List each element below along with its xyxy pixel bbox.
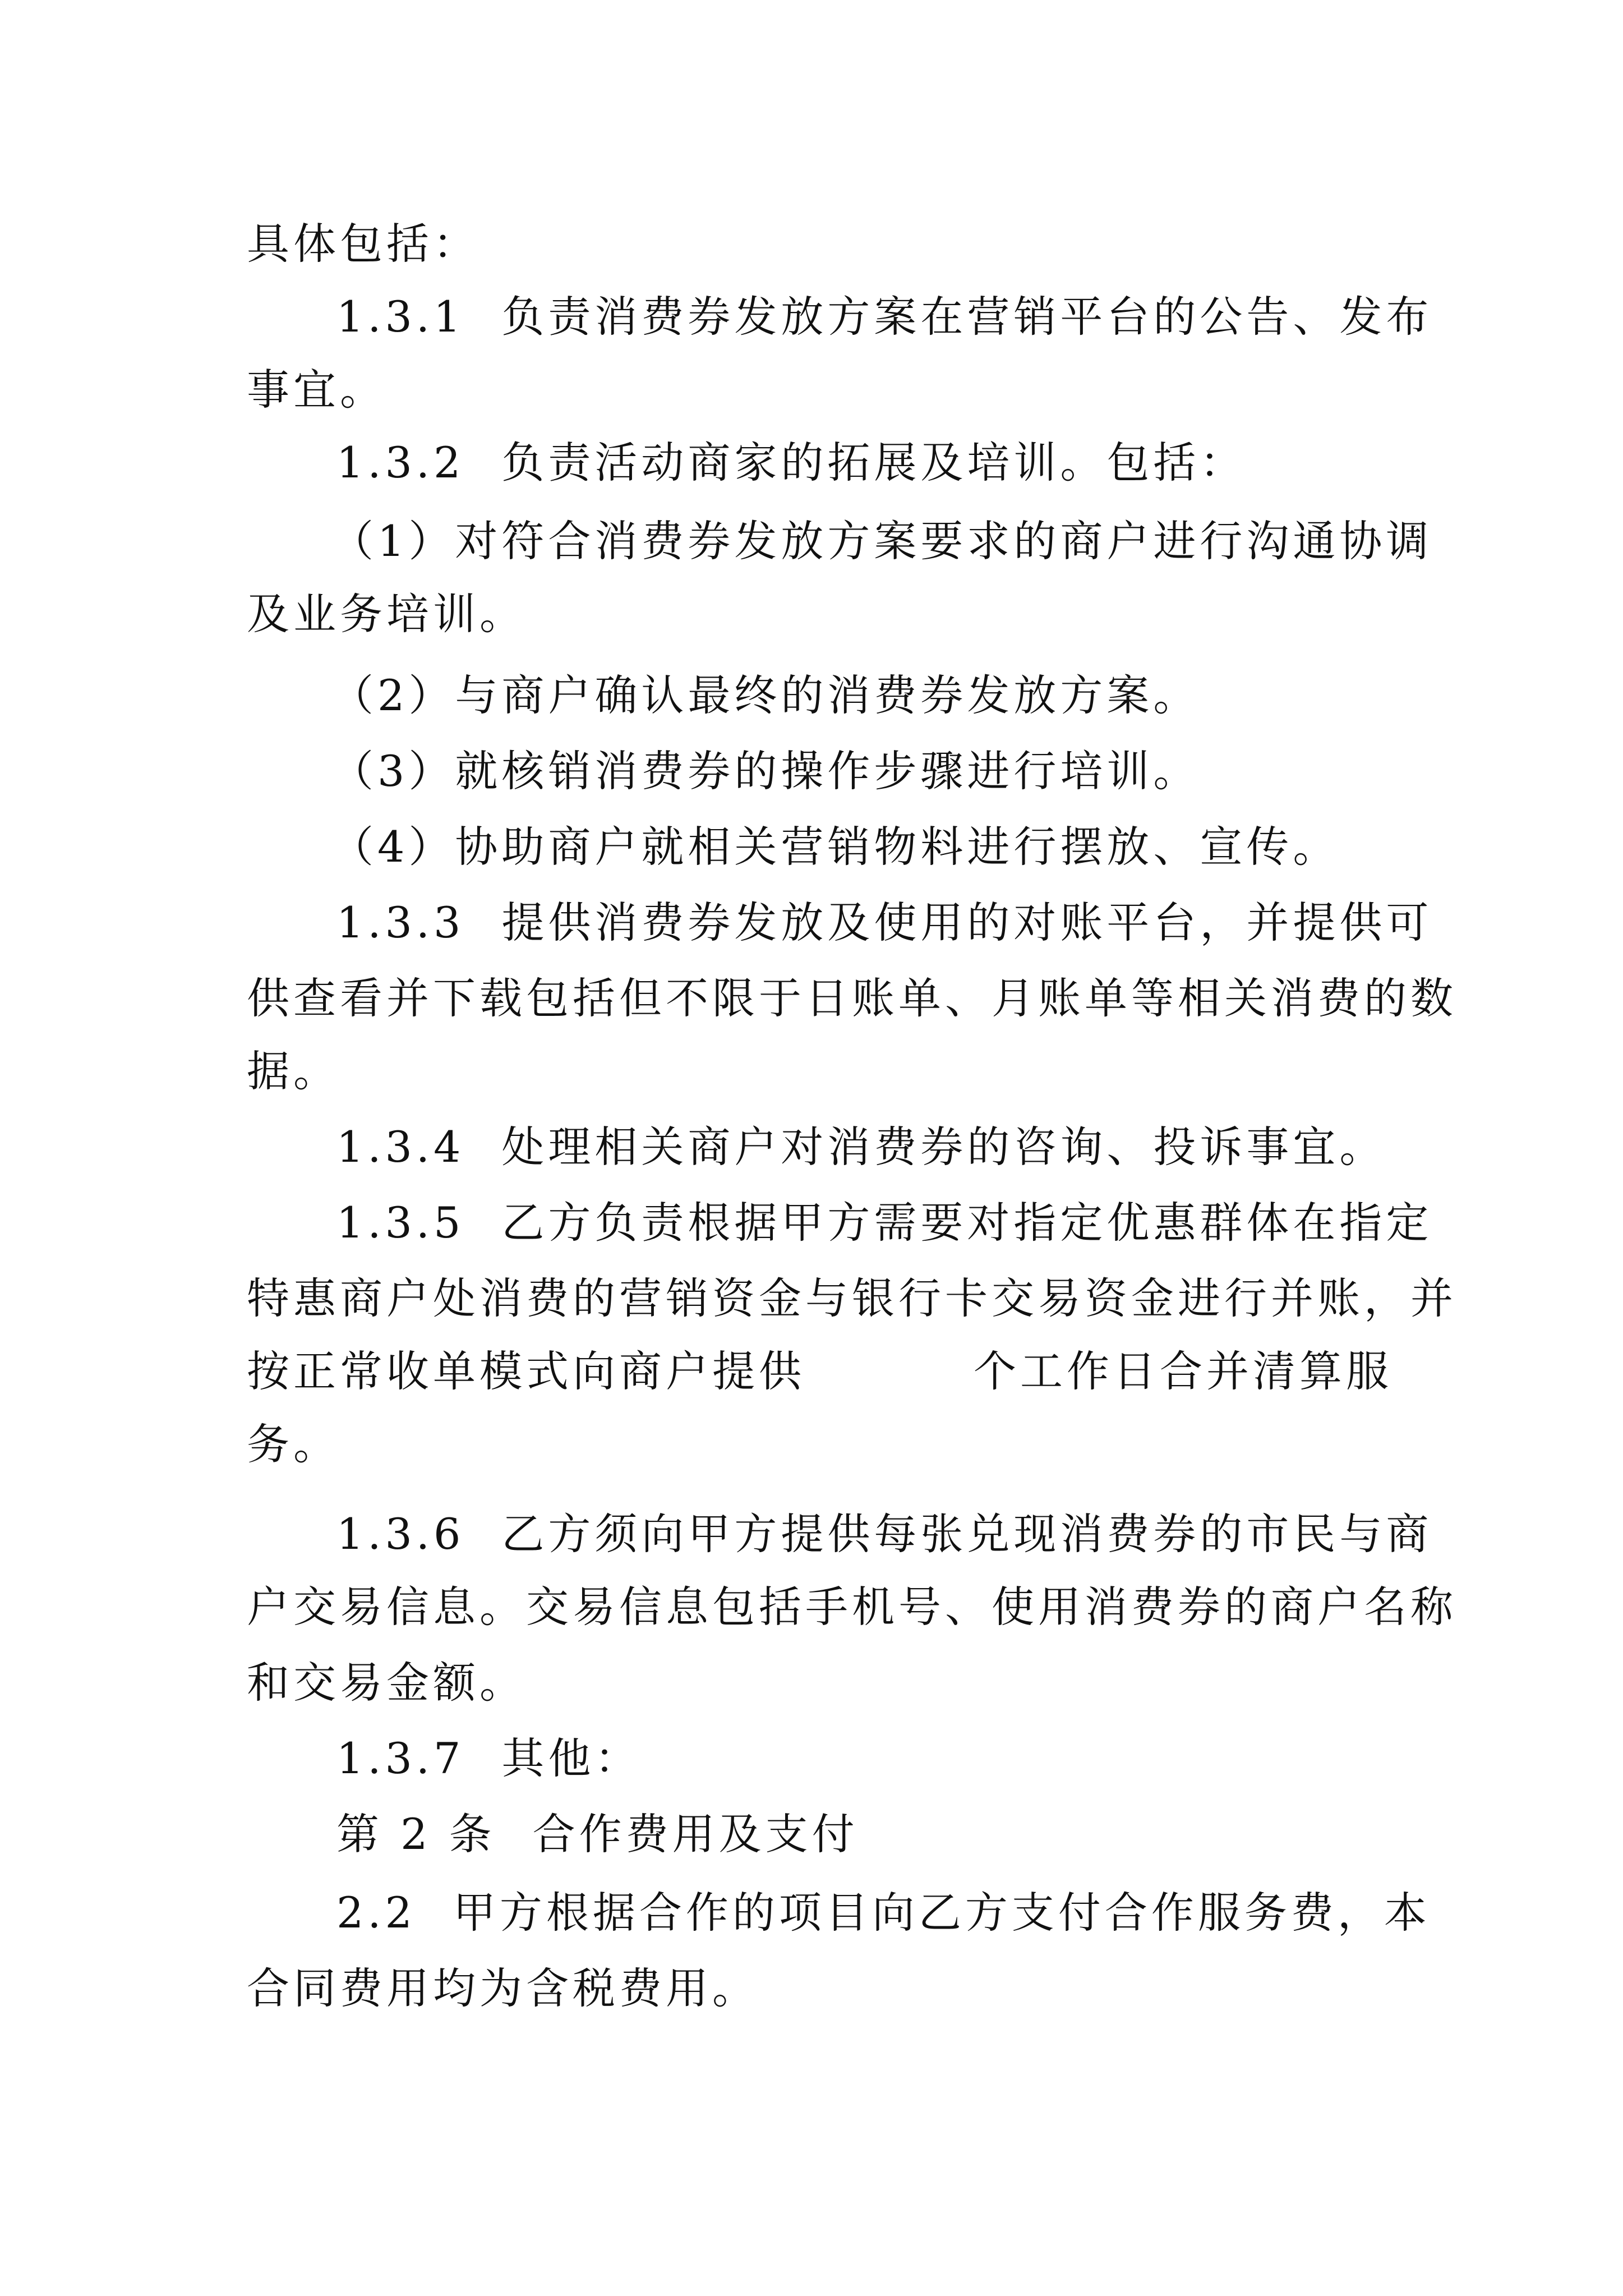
clause-text: 提供消费券发放及使用的对账平台，并提供可 — [501, 898, 1433, 947]
clause-1-3-3-cont2: 据。 — [247, 1046, 340, 1096]
clause-number: 1.3.7 — [336, 1733, 465, 1783]
clause-text: 甲方根据合作的项目向乙方支付合作服务费，本 — [453, 1888, 1431, 1938]
clause-number: 1.3.4 — [336, 1122, 465, 1172]
article-title: 合作费用及支付 — [532, 1809, 859, 1859]
clause-text-after-blank: 个工作日合并清算服 — [974, 1346, 1393, 1396]
clause-1-3-5-cont2 — [247, 1343, 1393, 1400]
clause-number: 1.3.2 — [336, 438, 465, 487]
clause-1-3-5-cont3: 务。 — [247, 1419, 340, 1469]
clause-2-2-cont: 合同费用均为含税费用。 — [247, 1963, 759, 2013]
clause-1-3-6-cont2: 和交易金额。 — [247, 1658, 526, 1708]
clause-text: 负责活动商家的拓展及培训。包括： — [501, 438, 1247, 487]
clause-1-3-3-cont: 供查看并下载包括但不限于日账单、月账单等相关消费的数 — [247, 973, 1457, 1023]
clause-text: 乙方负责根据甲方需要对指定优惠群体在指定 — [501, 1198, 1433, 1248]
clause-1-3-1-cont: 事宜。 — [247, 365, 386, 415]
clause-number: 2.2 — [336, 1888, 416, 1938]
list-item-3: （3）就核销消费券的操作步骤进行培训。 — [331, 746, 1200, 796]
article-number: 第 2 条 — [336, 1809, 496, 1859]
clause-1-3-6 — [336, 1506, 1432, 1562]
clause-1-3-7 — [336, 1731, 641, 1787]
clause-text: 负责消费券发放方案在营销平台的公告、发布 — [501, 292, 1433, 342]
clause-text-before-blank: 按正常收单模式向商户提供 — [247, 1346, 805, 1396]
clause-1-3-4 — [336, 1119, 1386, 1175]
clause-1-3-3 — [336, 895, 1432, 951]
clause-1-3-5-cont: 特惠商户处消费的营销资金与银行卡交易资金进行并账，并 — [247, 1273, 1457, 1323]
clause-text: 其他： — [501, 1733, 642, 1783]
clause-number: 1.3.5 — [336, 1198, 465, 1248]
list-item-4: （4）协助商户就相关营销物料进行摆放、宣传。 — [331, 822, 1340, 872]
list-item-1: （1）对符合消费券发放方案要求的商户进行沟通协调 — [331, 516, 1433, 566]
list-item-2: （2）与商户确认最终的消费券发放方案。 — [331, 670, 1200, 720]
clause-1-3-6-cont: 户交易信息。交易信息包括手机号、使用消费券的商户名称 — [247, 1582, 1457, 1632]
clause-number: 1.3.3 — [336, 898, 465, 947]
clause-text: 乙方须向甲方提供每张兑现消费券的市民与商 — [501, 1509, 1433, 1559]
clause-number: 1.3.1 — [336, 292, 465, 342]
list-item-1-cont: 及业务培训。 — [247, 589, 526, 639]
clause-number: 1.3.6 — [336, 1509, 465, 1559]
clause-text: 处理相关商户对消费券的咨询、投诉事宜。 — [501, 1122, 1386, 1172]
paragraph-intro: 具体包括： — [247, 219, 479, 269]
clause-2-2 — [336, 1885, 1431, 1941]
clause-1-3-5 — [336, 1195, 1432, 1251]
clause-1-3-2 — [336, 435, 1246, 491]
article-2-heading — [336, 1806, 859, 1862]
clause-1-3-1 — [336, 289, 1432, 345]
